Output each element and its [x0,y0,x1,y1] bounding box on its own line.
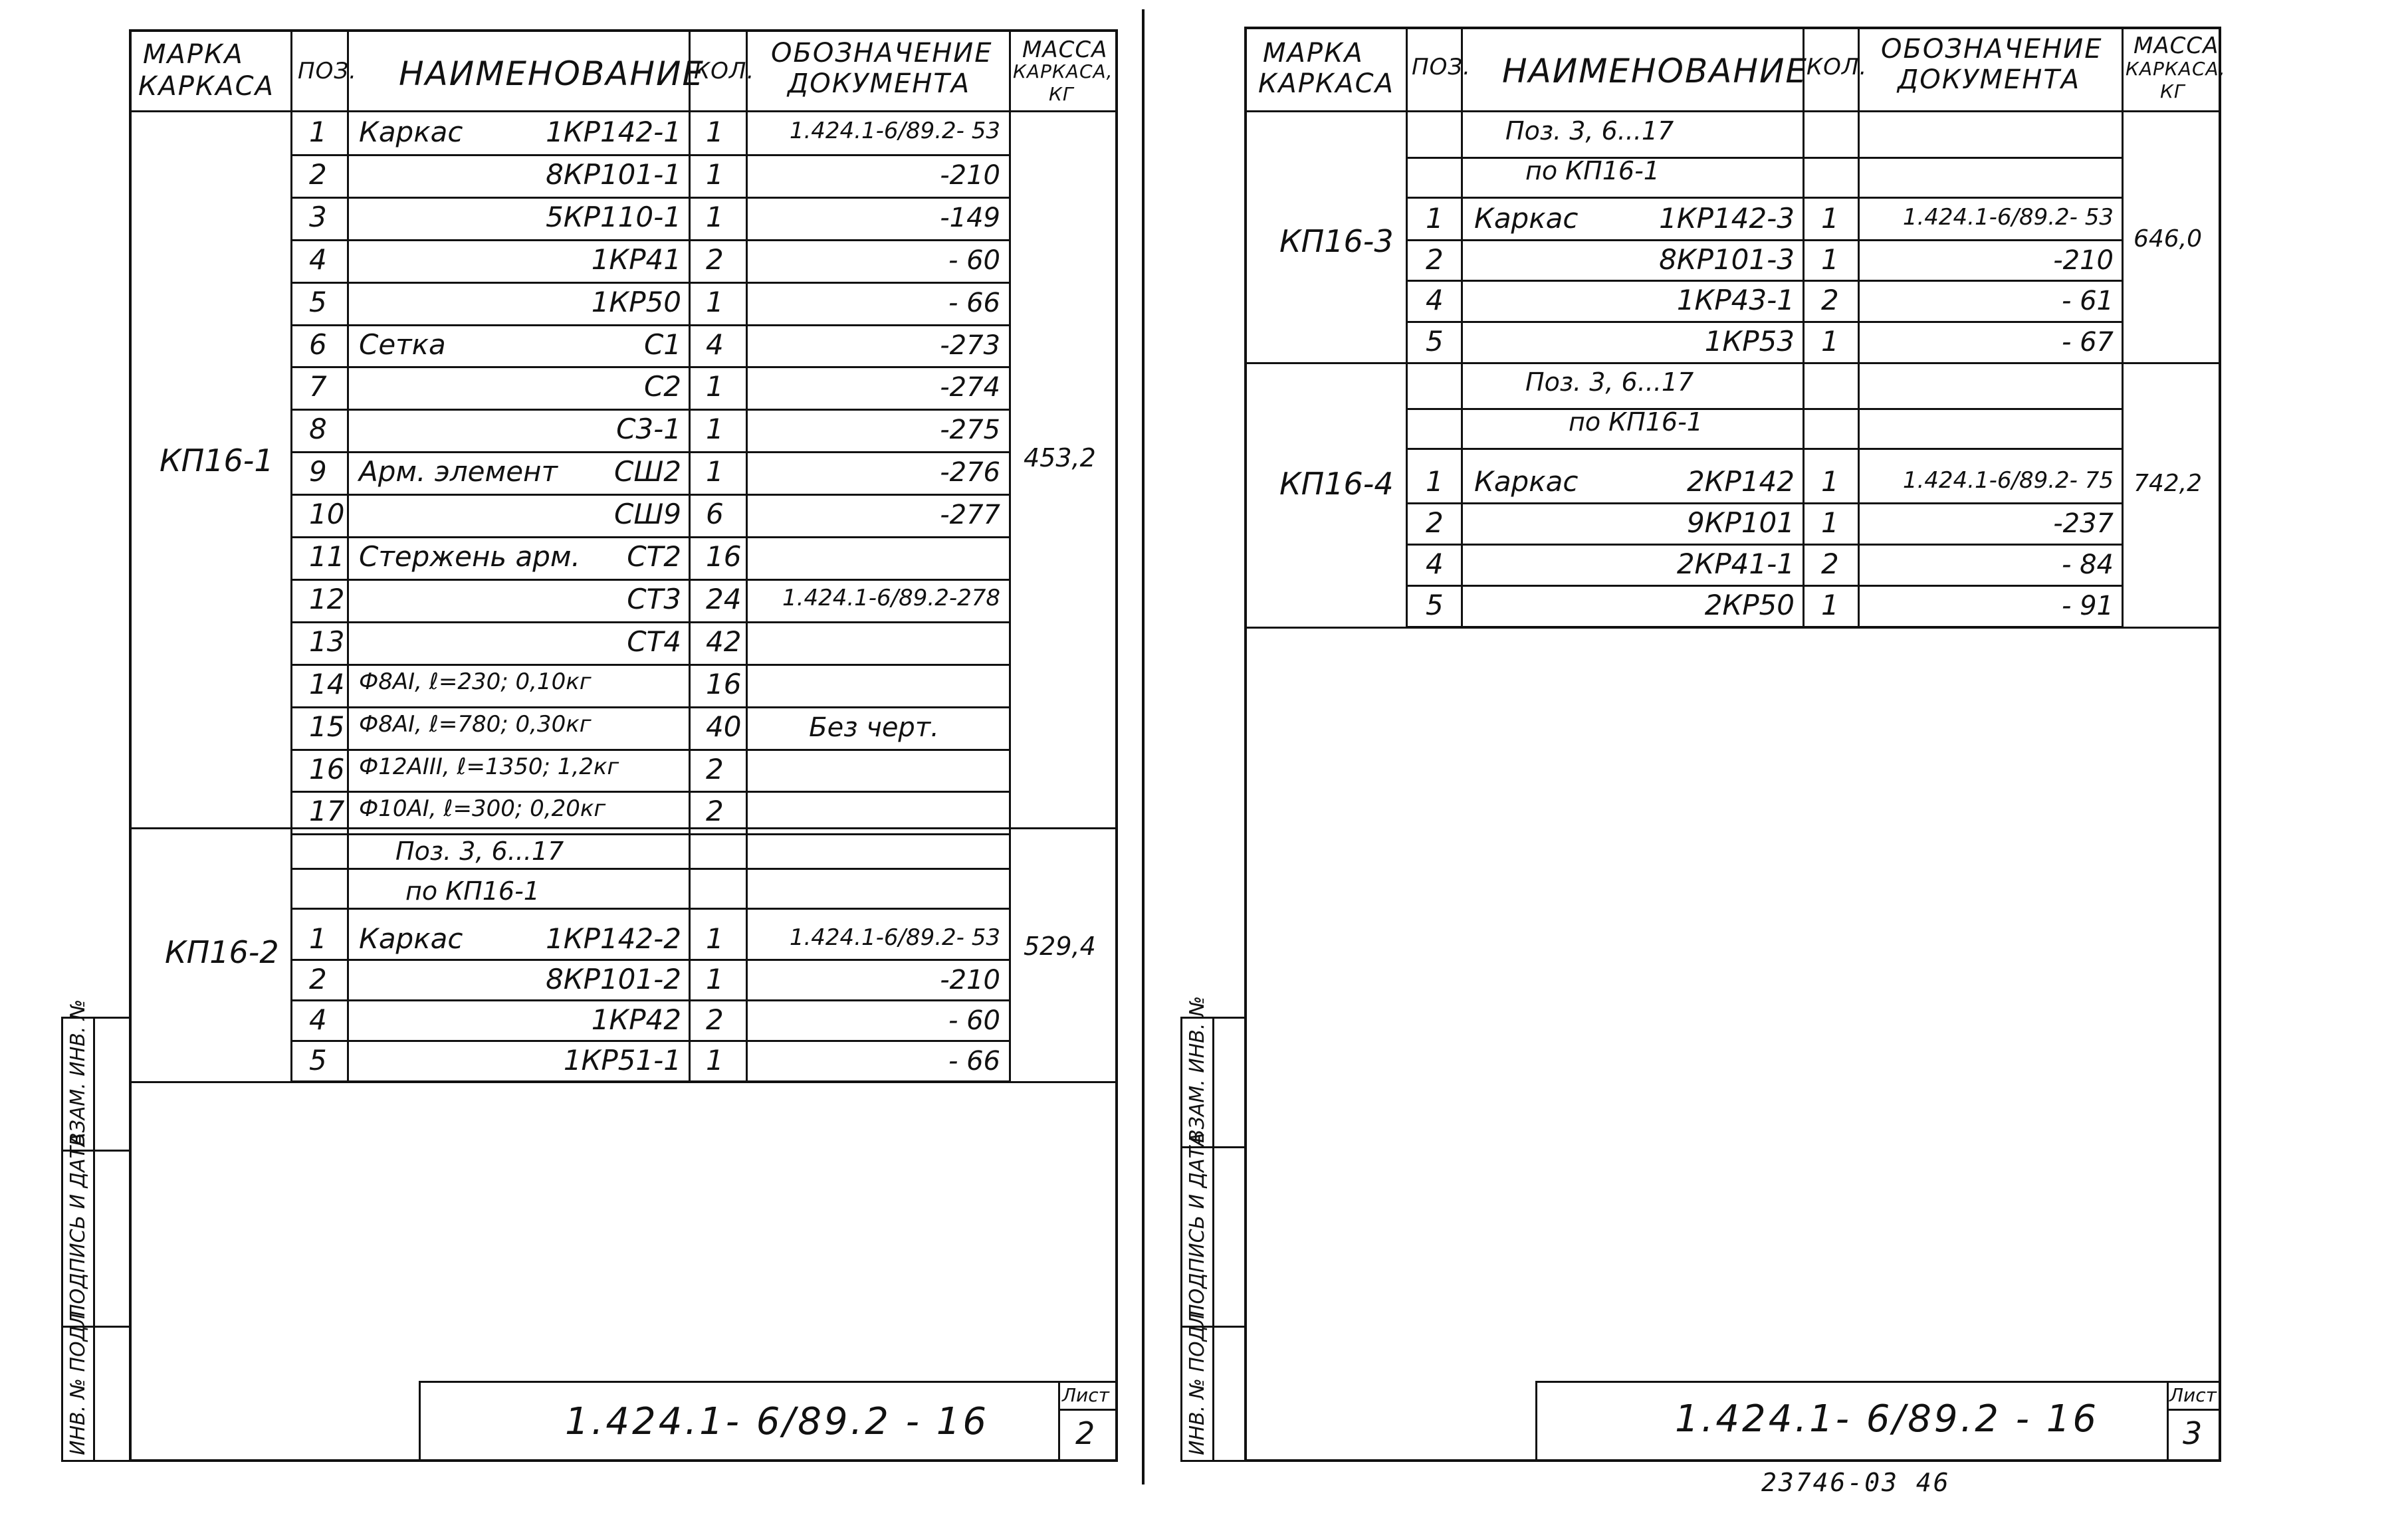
row-mark: 1КР142-3 [1659,202,1795,235]
row-poz: 1 [1426,465,1444,498]
table-row-line [1406,502,2122,504]
row-doc: 1.424.1-6/89.2-278 [782,584,1000,611]
row-name: Арм. элемент [359,455,558,488]
bottom-code: 23746-03 46 [1761,1468,1951,1497]
table-row-line [290,324,1009,326]
right-stamp-podpis: ПОДПИСЬ И ДАТА [1186,1132,1209,1319]
row-kol: 1 [1821,243,1839,276]
row-name: Ф12АIII, ℓ=1350; 1,2кг [359,753,619,780]
kp16-3-ref2: по КП16-1 [1525,156,1660,185]
right-hdr-massa3: КГ [2160,80,2185,102]
right-hdr-naim: НАИМЕНОВАНИЕ [1502,52,1808,90]
kp16-4-ref2: по КП16-1 [1569,407,1703,437]
row-poz: 3 [309,200,327,233]
left-hdr-kol: КОЛ. [694,58,755,84]
right-col-poz [1406,27,1408,628]
row-kol: 1 [1821,589,1839,621]
row-mark: СТ2 [627,540,681,573]
right-hdr-massa1: МАССА [2134,33,2219,59]
row-mark: СТ4 [627,625,681,658]
row-mark: 1КР50 [591,285,681,318]
left-tb-div [1058,1381,1060,1462]
table-row-line [1406,280,2122,282]
kp16-4-ref1: Поз. 3, 6...17 [1525,367,1694,397]
table-row-line [1406,239,2122,241]
row-doc: - 61 [2061,286,2114,317]
left-list-label: Лист [1062,1384,1109,1406]
right-hdr-marka2: КАРКАСА [1258,68,1394,99]
table-row-line [290,959,1009,961]
row-mark: 1КР42 [591,1003,681,1036]
row-kol: 2 [1821,284,1839,317]
row-doc: - 67 [2061,327,2114,358]
left-hdr-marka1: МАРКА [143,39,244,70]
row-kol: 1 [706,370,724,403]
right-list-num: 3 [2183,1415,2203,1451]
right-tb-left [1535,1381,1537,1462]
row-kol: 1 [706,116,724,148]
left-stamp-line [93,1017,95,1462]
table-row-line [290,579,1009,581]
table-row-line [290,791,1009,793]
row-doc: - 66 [948,287,1000,318]
left-hdr-oboz1: ОБОЗНАЧЕНИЕ [771,38,993,68]
row-kol: 1 [706,963,724,995]
kp16-4-massa: 742,2 [2134,470,2203,497]
right-stamp-bottom [1180,1460,1246,1462]
ref-row-line [1406,157,2122,159]
row-poz: 17 [309,795,345,828]
table-row-line [290,536,1009,538]
row-mark: 1КР142-2 [546,922,681,955]
row-poz: 14 [309,667,345,700]
table-row-line [290,621,1009,623]
row-kol: 1 [706,1044,724,1076]
right-hdr-kol: КОЛ. [1806,54,1868,80]
row-name: Сетка [359,328,446,361]
row-mark: 2КР142 [1686,465,1795,498]
row-doc: Без черт. [809,712,939,743]
row-poz: 5 [1426,325,1444,358]
kp16-3-ref1: Поз. 3, 6...17 [1505,116,1674,146]
row-poz: 16 [309,752,345,785]
left-hdr-marka2: КАРКАСА [138,71,274,102]
row-doc: -210 [2053,245,2114,276]
row-doc: -210 [940,965,1000,995]
row-poz: 4 [1426,548,1444,580]
row-poz: 2 [1426,506,1444,539]
left-hdr-massa2: КАРКАСА, [1013,60,1113,82]
row-poz: 12 [309,582,345,615]
table-row-line [1406,585,2122,587]
row-mark: СШ2 [614,455,681,488]
row-mark: С2 [643,370,681,403]
kp16-2-massa: 529,4 [1024,932,1096,961]
table-row-line [290,1040,1009,1042]
row-doc: - 60 [948,245,1000,276]
row-doc: 1.424.1-6/89.2- 75 [1902,467,2114,494]
table-row-line [290,706,1009,708]
row-poz: 2 [1426,243,1444,276]
right-hdr-massa2: КАРКАСА, [2126,58,2226,80]
row-kol: 1 [706,922,724,955]
row-kol: 2 [706,243,724,276]
row-mark: 1КР51-1 [563,1044,681,1076]
row-poz: 5 [1426,589,1444,621]
table-row-line [290,154,1009,156]
row-poz: 4 [309,1003,327,1036]
center-fold-line [1142,9,1145,1484]
row-kol: 1 [706,285,724,318]
row-doc: -210 [940,159,1000,191]
row-kol: 42 [706,625,742,658]
row-name: Ф10АI, ℓ=300; 0,20кг [359,795,606,823]
table-row-line [1406,544,2122,546]
row-mark: СШ9 [614,498,681,531]
row-mark: 9КР101 [1686,506,1795,539]
table-row-line [290,282,1009,284]
right-stamp-vzam: ВЗАМ. ИНВ. № [1186,995,1209,1143]
row-kol: 40 [706,710,742,743]
table-row-line [290,833,1009,835]
row-poz: 4 [1426,284,1444,317]
row-kol: 1 [1821,325,1839,358]
right-stamp-inv: ИНВ. № ПОДЛ. [1186,1304,1209,1455]
row-mark: 1КР53 [1704,325,1795,358]
row-kol: 2 [706,752,724,785]
row-kol: 1 [706,455,724,488]
row-kol: 1 [1821,202,1839,235]
table-row-line [290,451,1009,453]
right-kp3-end [1244,362,2221,364]
table-row-line [290,664,1009,666]
right-list-label: Лист [2169,1384,2217,1406]
table-row-line [290,494,1009,496]
right-col-massa [2122,27,2124,628]
row-kol: 1 [706,200,724,233]
row-poz: 6 [309,328,327,361]
right-hdr-marka1: МАРКА [1263,38,1364,68]
row-mark: 8КР101-2 [546,963,681,995]
row-doc: - 60 [948,1005,1000,1036]
row-poz: 13 [309,625,345,658]
row-poz: 4 [309,243,327,276]
left-kp1-end [129,827,1118,829]
left-hdr-massa1: МАССА [1022,37,1108,63]
row-poz: 1 [1426,202,1444,235]
row-mark: 1КР142-1 [546,116,681,148]
row-poz: 1 [309,922,327,955]
kp16-3-massa: 646,0 [2134,225,2203,253]
right-stamp-outer [1180,1017,1182,1462]
kp16-2-marka: КП16-2 [165,934,279,970]
row-name: Ф8АI, ℓ=780; 0,30кг [359,710,592,738]
row-mark: 1КР41 [591,243,681,276]
left-list-num: 2 [1075,1415,1095,1451]
row-name: Ф8АI, ℓ=230; 0,10кг [359,668,592,695]
row-kol: 1 [1821,506,1839,539]
row-poz: 10 [309,498,345,531]
left-hdr-oboz2: ДОКУМЕНТА [788,68,971,99]
left-stamp-inv: ИНВ. № ПОДЛ. [66,1304,90,1455]
row-kol: 1 [706,157,724,191]
table-row-line [290,999,1009,1001]
left-title-code: 1.424.1- 6/89.2 - 16 [565,1400,990,1443]
left-table-end [129,1081,1118,1083]
row-doc: -277 [940,500,1000,531]
kp16-4-marka: КП16-4 [1279,466,1394,502]
row-poz: 8 [309,413,327,446]
row-kol: 1 [706,413,724,446]
kp16-2-ref2: по КП16-1 [405,876,540,906]
right-title-code: 1.424.1- 6/89.2 - 16 [1675,1397,2100,1441]
kp16-2-ref1: Поз. 3, 6...17 [395,837,564,866]
left-stamp-podpis: ПОДПИСЬ И ДАТА [66,1132,90,1319]
row-mark: 5КР110-1 [546,200,681,233]
row-poz: 7 [309,370,327,403]
table-row-line [290,409,1009,411]
left-col-naim [347,29,349,1082]
row-doc: -276 [940,457,1000,488]
row-kol: 2 [706,1003,724,1036]
row-doc: -274 [940,372,1000,403]
row-mark: С3-1 [616,413,681,446]
ref-row-line [1406,197,2122,199]
row-poz: 2 [309,157,327,191]
row-mark: 2КР41-1 [1676,548,1795,580]
row-kol: 1 [1821,465,1839,498]
left-col-poz [290,29,292,1082]
row-name: Каркас [1474,465,1579,498]
row-kol: 24 [706,582,742,615]
ref-row-line [290,868,1009,870]
left-header-line [129,110,1118,112]
row-poz: 2 [309,963,327,995]
row-kol: 2 [1821,548,1839,580]
left-stamp-vzam: ВЗАМ. ИНВ. № [66,999,90,1146]
right-tb-div [2167,1381,2169,1462]
kp16-1-massa: 453,2 [1024,443,1096,472]
row-poz: 5 [309,1044,327,1076]
left-tb-left [419,1381,421,1462]
left-hdr-naim: НАИМЕНОВАНИЕ [399,54,705,93]
table-row-line [290,239,1009,241]
ref-row-line [290,908,1009,910]
row-mark: 1КР43-1 [1676,284,1795,317]
right-hdr-oboz2: ДОКУМЕНТА [1898,64,2081,95]
right-col-doc [1858,27,1860,628]
row-kol: 16 [706,667,742,700]
left-hdr-poz: ПОЗ. [298,58,357,84]
left-stamp-bottom [61,1460,130,1462]
row-mark: СТ3 [627,582,681,615]
row-doc: -275 [940,415,1000,446]
row-doc: -149 [940,202,1000,233]
right-tb-listline [2167,1409,2221,1411]
kp16-3-marka: КП16-3 [1279,223,1394,259]
right-hdr-oboz1: ОБОЗНАЧЕНИЕ [1881,34,2103,64]
row-mark: 2КР50 [1704,589,1795,621]
row-doc: 1.424.1-6/89.2- 53 [1902,204,2114,231]
ref-row-line [1406,448,2122,450]
right-col-kol [1803,27,1805,628]
row-name: Каркас [359,922,463,955]
row-doc: - 84 [2061,550,2114,580]
right-table-end [1244,627,2221,629]
row-doc: -273 [940,330,1000,361]
row-poz: 9 [309,455,327,488]
row-name: Каркас [359,116,463,148]
right-tb-top [1535,1381,2221,1383]
left-col-kol [689,29,691,1082]
row-doc: -237 [2053,508,2114,539]
row-kol: 4 [706,328,724,361]
kp16-1-marka: КП16-1 [160,443,274,478]
row-poz: 11 [309,540,345,573]
left-col-massa [1009,29,1011,1082]
row-doc: 1.424.1-6/89.2- 53 [789,118,1000,144]
table-row-line [1406,321,2122,323]
left-stamp-outer [61,1017,63,1462]
right-col-naim [1461,27,1463,628]
row-doc: - 91 [2061,591,2114,621]
row-mark: 8КР101-3 [1659,243,1795,276]
left-tb-top [419,1381,1118,1383]
right-header-line [1244,110,2221,112]
row-name: Стержень арм. [359,540,580,573]
row-poz: 1 [309,116,327,148]
row-mark: С1 [643,328,681,361]
right-stamp-line [1212,1017,1214,1462]
row-kol: 6 [706,498,724,531]
row-kol: 16 [706,540,742,573]
row-poz: 5 [309,285,327,318]
table-row-line [290,197,1009,199]
right-hdr-poz: ПОЗ. [1412,54,1471,80]
row-poz: 15 [309,710,345,743]
row-doc: - 66 [948,1046,1000,1076]
table-row-line [290,366,1009,368]
table-row-line [290,749,1009,751]
row-name: Каркас [1474,202,1579,235]
left-tb-listline [1058,1409,1118,1411]
ref-row-line [1406,408,2122,410]
row-kol: 2 [706,795,724,828]
left-hdr-massa3: КГ [1049,83,1074,105]
row-doc: 1.424.1-6/89.2- 53 [789,924,1000,951]
row-mark: 8КР101-1 [546,157,681,191]
